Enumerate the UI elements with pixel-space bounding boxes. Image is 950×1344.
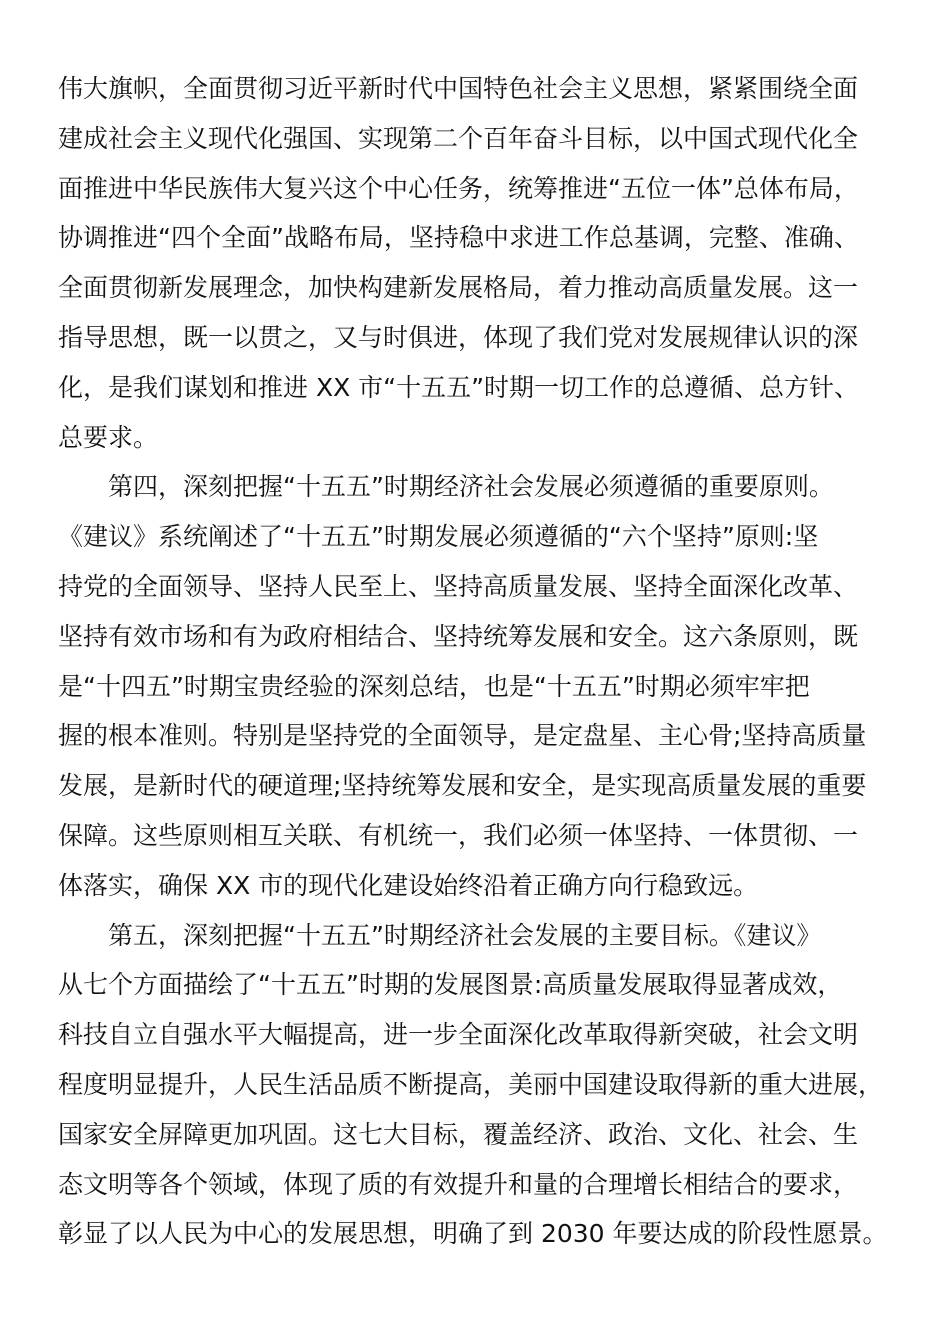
- text-line: 保障。这些原则相互关联、有机统一，我们必须一体坚持、一体贯彻、一: [58, 820, 859, 850]
- text-line: 协调推进“四个全面”战略布局，坚持稳中求进工作总基调，完整、准确、: [58, 223, 859, 253]
- document-page: [58, 64, 892, 1259]
- text-line: 是“十四五”时期宝贵经验的深刻总结，也是“十五五”时期必须牢牢把: [58, 671, 810, 701]
- text-line: 《建议》系统阐述了“十五五”时期发展必须遵循的“六个坚持”原则:坚: [58, 522, 819, 552]
- text-line: 彰显了以人民为中心的发展思想，明确了到 2030 年要达成的阶段性愿景。: [58, 1219, 888, 1249]
- text-line: 总要求。: [58, 422, 159, 452]
- text-line: 面推进中华民族伟大复兴这个中心任务，统筹推进“五位一体”总体布局，: [58, 173, 859, 203]
- text-line: 指导思想，既一以贯之，又与时俱进，体现了我们党对发展规律认识的深: [58, 322, 859, 352]
- text-line: 体落实，确保 XX 市的现代化建设始终沿着正确方向行稳致远。: [58, 870, 759, 900]
- text-line: 科技自立自强水平大幅提高，进一步全面深化改革取得新突破，社会文明: [58, 1020, 859, 1050]
- paragraph-guiding-thought-continued: [58, 64, 892, 462]
- text-line-indented: 第四，深刻把握“十五五”时期经济社会发展必须遵循的重要原则。: [108, 472, 834, 502]
- text-line: 坚持有效市场和有为政府相结合、坚持统筹发展和安全。这六条原则，既: [58, 621, 859, 651]
- text-line: 程度明显提升，人民生活品质不断提高，美丽中国建设取得新的重大进展，: [58, 1069, 884, 1099]
- text-line: 发展，是新时代的硬道理;坚持统筹发展和安全，是实现高质量发展的重要: [58, 771, 867, 801]
- text-line: 从七个方面描绘了“十五五”时期的发展图景:高质量发展取得显著成效，: [58, 970, 843, 1000]
- text-line: 持党的全面领导、坚持人民至上、坚持高质量发展、坚持全面深化改革、: [58, 571, 859, 601]
- text-line: 国家安全屏障更加巩固。这七大目标，覆盖经济、政治、文化、社会、生: [58, 1119, 859, 1149]
- text-line: 化，是我们谋划和推进 XX 市“十五五”时期一切工作的总遵循、总方针、: [58, 372, 860, 402]
- text-line-indented: 第五，深刻把握“十五五”时期经济社会发展的主要目标。《建议》: [108, 920, 822, 950]
- paragraph-fourth-principles: [58, 462, 892, 910]
- text-line: 建成社会主义现代化强国、实现第二个百年奋斗目标，以中国式现代化全: [58, 123, 859, 153]
- text-line: 伟大旗帜，全面贯彻习近平新时代中国特色社会主义思想，紧紧围绕全面: [58, 74, 859, 103]
- paragraph-fifth-goals: [58, 911, 892, 1260]
- text-line: 全面贯彻新发展理念，加快构建新发展格局，着力推动高质量发展。这一: [58, 273, 859, 303]
- text-line: 握的根本准则。特别是坚持党的全面领导，是定盘星、主心骨;坚持高质量: [58, 721, 867, 751]
- text-line: 态文明等各个领域，体现了质的有效提升和量的合理增长相结合的要求，: [58, 1169, 859, 1199]
